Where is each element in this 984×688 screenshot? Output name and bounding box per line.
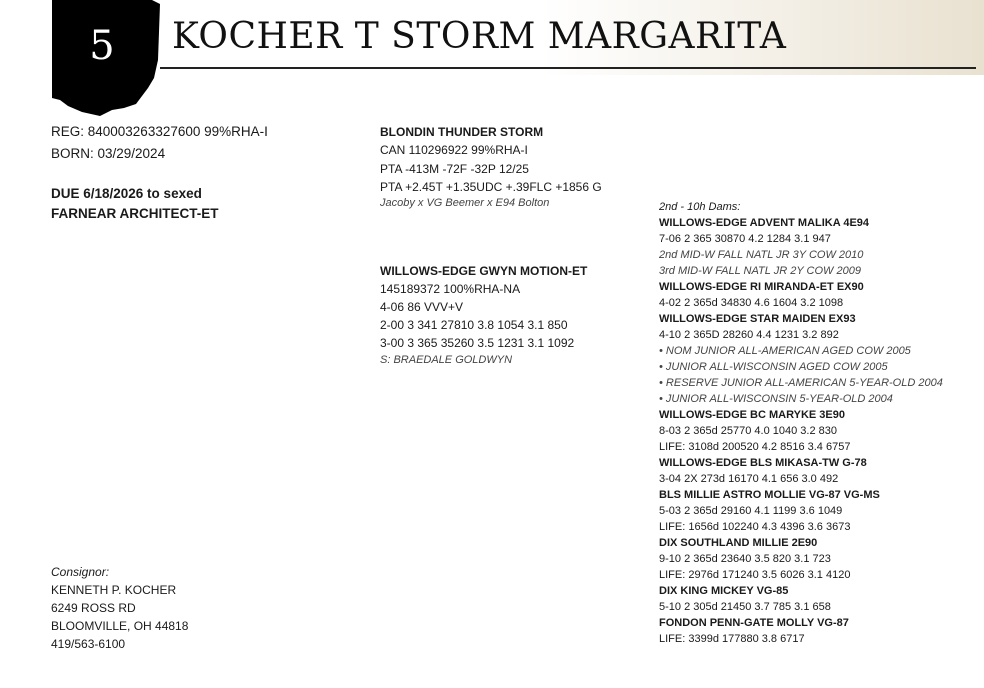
ancestor-dam-record: LIFE: 3108d 200520 4.2 8516 3.4 6757 — [659, 441, 851, 453]
ancestor-dam-record: 4-10 2 365D 28260 4.4 1231 3.2 892 — [659, 329, 839, 341]
ancestor-dam-name: FONDON PENN-GATE MOLLY VG-87 — [659, 617, 849, 629]
ancestor-dam-name: WILLOWS-EDGE BLS MIKASA-TW G-78 — [659, 457, 867, 469]
sire-pta-production: PTA -413M -72F -32P 12/25 — [380, 162, 529, 176]
ancestor-dam-record: LIFE: 1656d 102240 4.3 4396 3.6 3673 — [659, 521, 851, 533]
dam-record: 3-00 3 365 35260 3.5 1231 3.1 1092 — [380, 336, 575, 350]
ancestor-dam-name: BLS MILLIE ASTRO MOLLIE VG-87 VG-MS — [659, 489, 880, 501]
ancestor-dam-name: DIX SOUTHLAND MILLIE 2E90 — [659, 537, 818, 549]
ancestor-dam-record: 3-04 2X 273d 16170 4.1 656 3.0 492 — [659, 473, 839, 485]
ancestor-dams-heading: 2nd - 10h Dams: — [659, 201, 741, 213]
service-sire: FARNEAR ARCHITECT-ET — [51, 206, 219, 221]
ancestor-dam-name: WILLOWS-EDGE STAR MAIDEN EX93 — [659, 313, 856, 325]
ancestor-dam-name: WILLOWS-EDGE RI MIRANDA-ET EX90 — [659, 281, 864, 293]
ancestor-dam-award: 3rd MID-W FALL NATL JR 2Y COW 2009 — [659, 265, 861, 277]
ancestor-dam-record: 8-03 2 365d 25770 4.0 1040 3.2 830 — [659, 425, 837, 437]
ancestor-dam-name: WILLOWS-EDGE BC MARYKE 3E90 — [659, 409, 845, 421]
dam-sire-note: S: BRAEDALE GOLDWYN — [380, 354, 513, 366]
dam-classification: 4-06 86 VVV+V — [380, 300, 464, 314]
consignor-label: Consignor: — [51, 565, 110, 579]
header-divider — [160, 67, 976, 69]
due-date: DUE 6/18/2026 to sexed — [51, 186, 202, 201]
ancestor-dam-name: DIX KING MICKEY VG-85 — [659, 585, 789, 597]
ancestor-dam-award: 2nd MID-W FALL NATL JR 3Y COW 2010 — [659, 249, 864, 261]
ancestor-dam-record: 5-10 2 305d 21450 3.7 785 3.1 658 — [659, 601, 831, 613]
consignor-city: BLOOMVILLE, OH 44818 — [51, 619, 189, 633]
ancestor-dam-name: WILLOWS-EDGE ADVENT MALIKA 4E94 — [659, 217, 870, 229]
ancestor-dam-record: 9-10 2 365d 23640 3.5 820 3.1 723 — [659, 553, 831, 565]
ancestor-dam-record: LIFE: 2976d 171240 3.5 6026 3.1 4120 — [659, 569, 851, 581]
ancestor-dam-record: 7-06 2 365 30870 4.2 1284 3.1 947 — [659, 233, 831, 245]
ancestor-dam-award: • RESERVE JUNIOR ALL-AMERICAN 5-YEAR-OLD 2004 — [659, 377, 943, 389]
sire-name: BLONDIN THUNDER STORM — [380, 125, 544, 139]
consignor-street: 6249 ROSS RD — [51, 601, 136, 615]
registration-number: REG: 840003263327600 99%RHA-I — [51, 124, 268, 139]
ancestor-dam-award: • JUNIOR ALL-WISCONSIN 5-YEAR-OLD 2004 — [659, 393, 893, 405]
ancestor-dam-record: 5-03 2 365d 29160 4.1 1199 3.6 1049 — [659, 505, 843, 517]
sire-pedigree: Jacoby x VG Beemer x E94 Bolton — [380, 197, 550, 209]
dam-record: 2-00 3 341 27810 3.8 1054 3.1 850 — [380, 318, 568, 332]
dam-registration: 145189372 100%RHA-NA — [380, 282, 521, 296]
animal-name-title: KOCHER T STORM MARGARITA — [172, 16, 787, 57]
lot-number: 5 — [89, 23, 115, 69]
dam-name: WILLOWS-EDGE GWYN MOTION-ET — [380, 264, 588, 278]
ancestor-dam-record: LIFE: 3399d 177880 3.8 6717 — [659, 633, 805, 645]
sire-pta-type: PTA +2.45T +1.35UDC +.39FLC +1856 G — [380, 180, 602, 194]
consignor-name: KENNETH P. KOCHER — [51, 583, 177, 597]
consignor-phone: 419/563-6100 — [51, 637, 126, 651]
sire-registration: CAN 110296922 99%RHA-I — [380, 143, 528, 157]
ancestor-dam-award: • JUNIOR ALL-WISCONSIN AGED COW 2005 — [659, 361, 888, 373]
birth-date: BORN: 03/29/2024 — [51, 146, 166, 161]
ancestor-dam-record: 4-02 2 365d 34830 4.6 1604 3.2 1098 — [659, 297, 844, 309]
ancestor-dam-award: • NOM JUNIOR ALL-AMERICAN AGED COW 2005 — [659, 345, 911, 357]
